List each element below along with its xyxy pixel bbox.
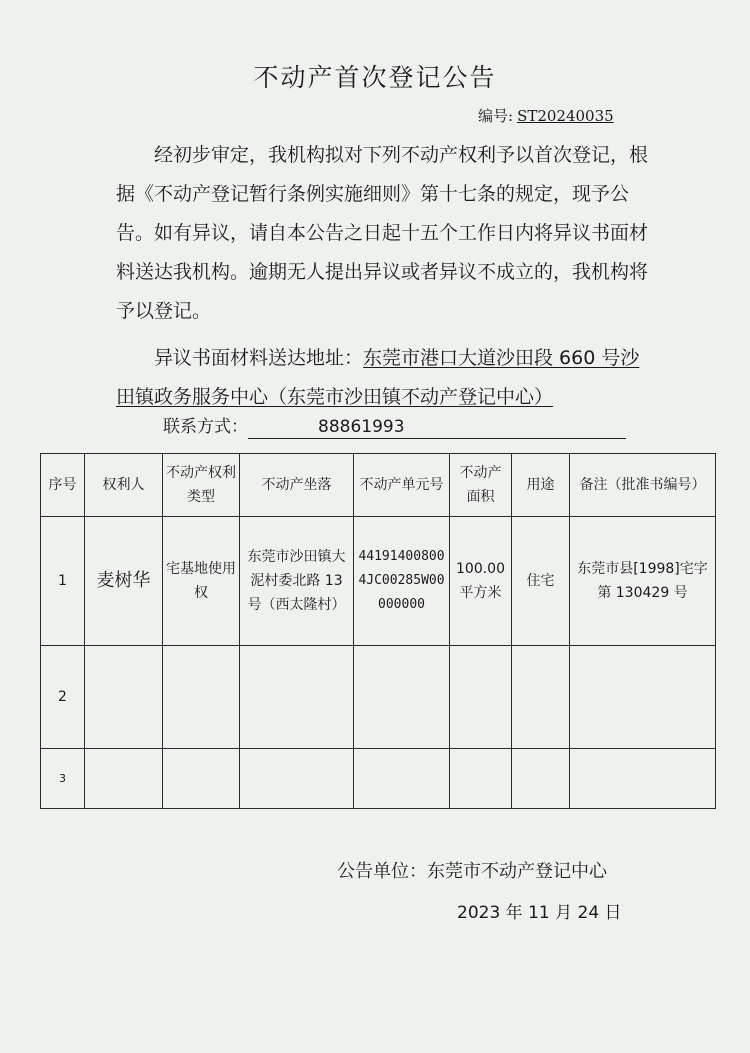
notice-body (116, 136, 656, 331)
right-type-cell (163, 646, 240, 749)
contact-phone: 88861993 (248, 416, 626, 439)
issuer-value: 东莞市不动产登记中心 (427, 861, 607, 882)
notice-date: 2023 年 11 月 24 日 (457, 903, 622, 923)
row-number: 3 (41, 749, 85, 809)
usage-cell (512, 749, 570, 809)
table-header-cell: 不动产坐落 (240, 454, 354, 517)
location-cell (240, 749, 354, 809)
location-cell (240, 646, 354, 749)
table-header-row (41, 454, 716, 517)
row-number: 1 (41, 517, 85, 646)
area-cell (450, 749, 512, 809)
row-number: 2 (41, 646, 85, 749)
remark-cell (570, 646, 716, 749)
unit-number-cell: 441914008004JC00285W00000000 (354, 517, 450, 646)
document-number-label: 编号: (478, 107, 514, 125)
table-header-cell: 序号 (41, 454, 85, 517)
owner-cell (85, 646, 163, 749)
table-header-cell: 备注（批准书编号） (570, 454, 716, 517)
right-type-cell: 宅基地使用权 (163, 517, 240, 646)
table-header-cell: 不动产面积 (450, 454, 512, 517)
contact-info (163, 412, 626, 439)
owner-cell (85, 749, 163, 809)
location-cell: 东莞市沙田镇大泥村委北路 13 号（西太隆村） (240, 517, 354, 646)
table-header-cell: 权利人 (85, 454, 163, 517)
notice-body-text: 经初步审定，我机构拟对下列不动产权利予以首次登记，根据《不动产登记暂行条例实施细则》第十七条的规定，现予公告。如有异议，请自本公告之日起十五个工作日内将异议书面材料送达我机构。逾期无人提出异议或者异议不成立的，我机构将予以登记。 (116, 144, 649, 322)
table-header-cell: 不动产权利类型 (163, 454, 240, 517)
document-number-value: ST20240035 (517, 107, 614, 125)
table-row (41, 749, 716, 809)
owner-cell: 麦树华 (85, 517, 163, 646)
unit-number-cell (354, 749, 450, 809)
page-title: 不动产首次登记公告 (253, 63, 497, 92)
issuer (337, 857, 607, 883)
objection-address-label: 异议书面材料送达地址： (154, 347, 364, 369)
objection-address (116, 339, 656, 417)
issuer-label: 公告单位： (337, 861, 427, 882)
usage-cell (512, 646, 570, 749)
right-type-cell (163, 749, 240, 809)
contact-label: 联系方式： (163, 417, 248, 437)
remark-cell: 东莞市县[1998]宅字第 130429 号 (570, 517, 716, 646)
area-cell (450, 646, 512, 749)
objection-address-value: 东莞市港口大道沙田段 660 号沙田镇政务服务中心（东莞市沙田镇不动产登记中心） (116, 347, 640, 408)
table-header-cell: 用途 (512, 454, 570, 517)
area-cell: 100.00 平方米 (450, 517, 512, 646)
remark-cell (570, 749, 716, 809)
table-row (41, 517, 716, 646)
document-number (478, 105, 614, 126)
table-header-cell: 不动产单元号 (354, 454, 450, 517)
unit-number-cell (354, 646, 450, 749)
usage-cell: 住宅 (512, 517, 570, 646)
registration-table (40, 453, 716, 809)
table-row (41, 646, 716, 749)
